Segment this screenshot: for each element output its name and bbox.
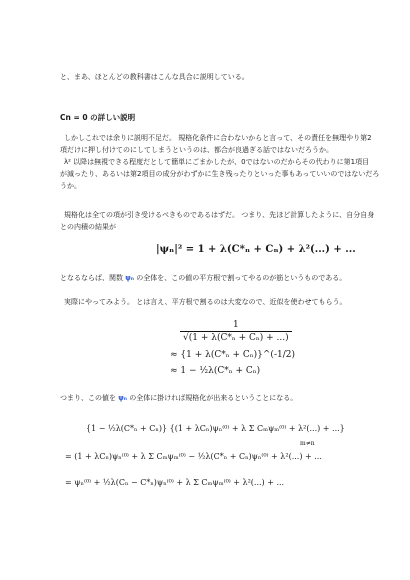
- equation-normalized-line-2: = (1 + λCₙ)ψₙ⁽⁰⁾ + λ Σ Cₘψₘ⁽⁰⁾ − ½λ(C*ₙ + Cₙ)ψₙ⁽⁰⁾ + λ²(...) + ...: [65, 452, 322, 461]
- paragraph-1-line: λ² 以降は無視できる程度だとして簡単にごまかしたが、0ではないのだからその代わりに第1項目: [64, 158, 370, 166]
- intro-line: と、まあ、ほとんどの教科書はこんな具合に説明している。: [60, 73, 249, 81]
- paragraph-2-line: 規格化は全ての項が引き受けるべきものであるはずだ。 つまり、先ほど計算したように、自分自身: [64, 211, 375, 219]
- equation-approx-line-3: ≈ 1 − ½λ(C*ₙ + Cₙ): [170, 366, 261, 376]
- equation-approximation: [180, 320, 292, 344]
- paragraph-2-line: との内積の結果が: [60, 223, 116, 231]
- paragraph-5-text: の全体に掛ければ規格化が出来るということになる。: [126, 394, 298, 402]
- fraction-denominator: √(1 + λ(C*ₙ + Cₙ) + ...): [180, 331, 292, 344]
- paragraph-1-line: しかしこれでは余りに説明不足だ。 規格化条件に合わないからと言って、その責任を無理やり第2: [64, 134, 372, 142]
- paragraph-1-line: が減ったり、あるいは第2項目の成分がわずかに生き残ったりといった事もあっていいのではないだろ: [60, 170, 380, 178]
- paragraph-5-text: つまり、この値を: [60, 394, 119, 402]
- equation-normalized-line-3: = ψₙ⁽⁰⁾ + ½λ(Cₙ − C*ₙ)ψₙ⁽⁰⁾ + λ Σ Cₘψₘ⁽⁰⁾ + λ²(...) + ...: [65, 478, 285, 487]
- equation-norm-squared: |ψₙ|² = 1 + λ(C*ₙ + Cₙ) + λ²(...) + ...: [156, 244, 356, 255]
- paragraph-3: [60, 272, 346, 284]
- equation-normalized-line-1: {1 − ½λ(C*ₙ + Cₙ)} {(1 + λCₙ)ψₙ⁽⁰⁾ + λ Σ Cₘψₘ⁽⁰⁾ + λ²(...) + ...}: [86, 424, 345, 433]
- paragraph-1-line: うか。: [60, 182, 81, 190]
- equation-approx-line-2: ≈ {1 + λ(C*ₙ + Cₙ)}^(-1/2): [170, 350, 295, 360]
- equation-fraction: [180, 320, 292, 344]
- paragraph-3-text: の全体を、この値の平方根で割ってやるのが筋というものである。: [133, 274, 347, 282]
- psi-n-symbol: ψₙ: [125, 274, 134, 282]
- paragraph-3-text: となるならば、関数: [60, 274, 126, 282]
- psi-n-symbol: ψₙ: [118, 394, 127, 402]
- paragraph-4: 実際にやってみよう。 とは言え、平方根で割るのは大変なので、近似を使わせてもらう。: [64, 298, 347, 306]
- section-heading: Cn = 0 の詳しい説明: [60, 113, 136, 122]
- paragraph-1-line: 項だけに押し付けてのにしてしまうというのは、都合が良過ぎる話ではないだろうか。: [60, 146, 333, 154]
- fraction-numerator: 1: [232, 320, 239, 330]
- paragraph-5: [60, 392, 297, 404]
- sum-index-label: m≠n: [300, 440, 315, 447]
